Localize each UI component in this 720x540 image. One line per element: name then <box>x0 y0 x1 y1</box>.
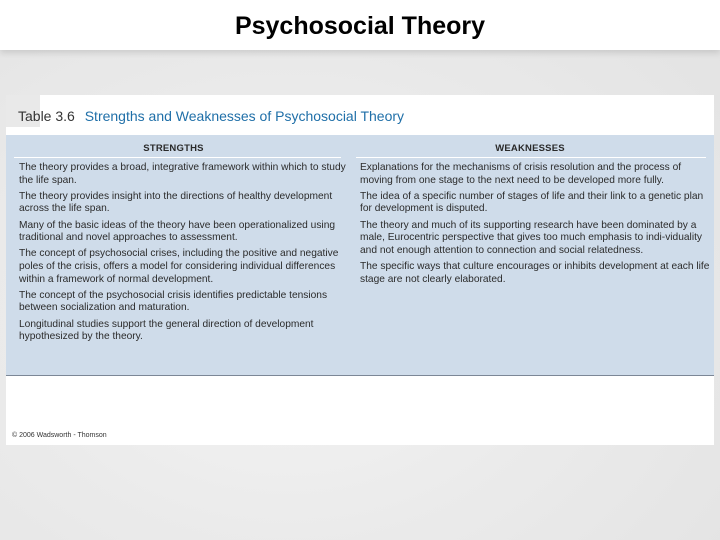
header-divider-right <box>356 157 706 158</box>
strengths-column-header: STRENGTHS <box>143 143 204 154</box>
table-heading <box>18 108 404 124</box>
strength-item: The theory provides a broad, integrative framework within which to study the life span. <box>19 162 346 186</box>
weaknesses-column-header: WEAKNESSES <box>495 143 565 154</box>
weakness-item: The specific ways that culture encourages or inhibits development at each life stage are not clearly elaborated. <box>360 260 710 285</box>
strength-item: The concept of psychosocial crises, including the positive and negative poles of the crisis, offers a model for considering individual differences within a framework of normal development. <box>19 248 339 285</box>
strength-item: The concept of the psychosocial crisis identifies predictable tensions between socialization and maturation. <box>19 289 328 314</box>
weaknesses-list <box>360 162 710 290</box>
strengths-weaknesses-table <box>6 135 714 376</box>
header-divider-left <box>14 157 341 158</box>
table-number: Table 3.6 <box>18 108 75 124</box>
weakness-item: Explanations for the mechanisms of crisis resolution and the process of moving from one stage to the next need to be developed more fully. <box>360 162 682 186</box>
table-card <box>6 95 714 445</box>
strength-item: The theory provides insight into the directions of healthy development across the life span. <box>19 190 333 215</box>
weakness-item: The idea of a specific number of stages of life and their link to a genetic plan for development is disputed. <box>360 190 704 215</box>
strengths-list <box>19 162 349 347</box>
strength-item: Many of the basic ideas of the theory have been operationalized using traditional and novel approaches to assessment. <box>19 219 336 244</box>
strength-item: Longitudinal studies support the general direction of development hypothesized by the theory. <box>19 318 314 343</box>
weakness-item: The theory and much of its supporting research have been dominated by a male, Eurocentric perspective that gives too much emphasis to indi-viduality and not enough attention to connection and social relatedness. <box>360 219 703 256</box>
copyright-notice: © 2006 Wadsworth - Thomson <box>12 432 107 439</box>
slide-title: Psychosocial Theory <box>234 12 486 40</box>
table-caption: Strengths and Weaknesses of Psychosocial Theory <box>84 108 405 124</box>
